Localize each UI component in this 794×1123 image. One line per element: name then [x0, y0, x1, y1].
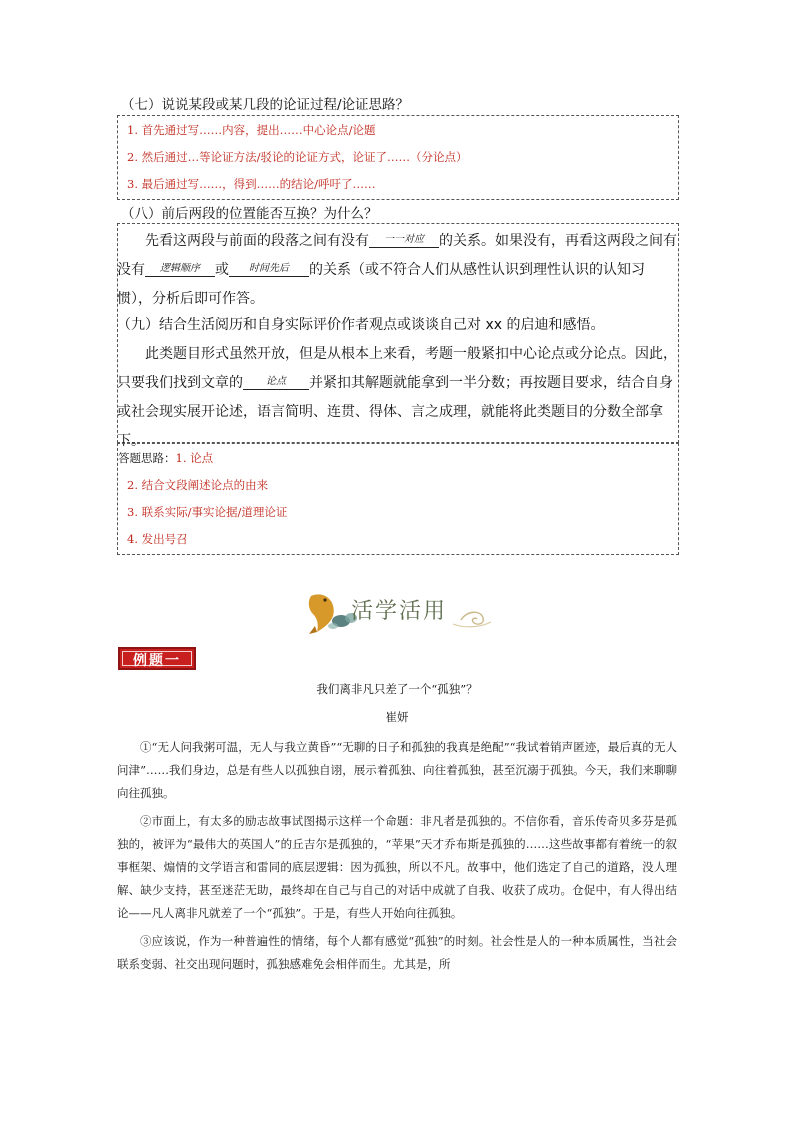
section7-line-1: 1. 首先通过写……内容，提出……中心论点/论题 — [127, 123, 376, 137]
answer-first-line — [118, 450, 213, 466]
article-paragraph-2: ②市面上，有太多的励志故事试图揭示这样一个命题：非凡者是孤独的。不信你看，音乐传奇贝多芬是孤独的，被评为“最伟大的英国人”的丘吉尔是孤独的，“苹果”天才乔布斯是孤独的……这些故事都有着统一的叙事框架、煽情的文学语言和雷同的底层逻辑：因为孤独，所以不凡。故事中，他们选定了自己的道路，没人理解、缺少支持，甚至迷茫无助，最终却在自己与自己的对话中成就了自我、收获了成功。仓促中，有人得出结论——凡人离非凡就差了一个“孤独”。于是，有些人开始向往孤独。 — [117, 814, 677, 920]
article-author: 崔妍 — [385, 710, 409, 724]
blank-time-order: 时间先后 — [229, 262, 309, 277]
answer-item-1: 1. 论点 — [175, 451, 214, 465]
answer-item-2: 2. 结合文段阐述论点的由来 — [127, 478, 269, 492]
section7-line-3: 3. 最后通过写……，得到……的结论/呼吁了…… — [127, 177, 376, 191]
section9-paragraph: 此类题目形式虽然开放，但是从根本上来看，考题一般紧扣中心论点或分论点。因此，只要我们找到文章的 论点 并紧扣其解题就能拿到一半分数；再按题目要求，结合自身或社会现实展开论述，语言简明、连贯、得体、言之成理，就能将此类题目的分数全部拿下。 — [117, 346, 677, 449]
section7-title: （七）说说某段或某几段的论证过程/论证思路？ — [121, 97, 410, 113]
answer-box — [117, 443, 679, 555]
section9-title: （九）结合生活阅历和自身实际评价作者观点或谈谈自己对 xx 的启迪和感悟。 — [117, 317, 605, 333]
section8-paragraph: 先看这两段与前面的段落之间有没有 一一对应 的关系。如果没有，再看这两段之间有没有 逻辑顺序 或 时间先后 的关系（或不符合人们从感性认识到理性认识的认知习惯），分析后即可作答。 — [117, 233, 677, 307]
article-title: 我们离非凡只差了一个“孤独”？ — [316, 682, 478, 696]
section7-box — [117, 115, 679, 200]
blank-thesis: 论点 — [243, 375, 309, 390]
article-paragraph-3: ③应该说，作为一种普遍性的情绪，每个人都有感觉“孤独”的时刻。社会性是人的一种本质属性，当社会联系变弱、社交出现问题时，孤独感难免会相伴而生。尤其是，所 — [117, 934, 677, 971]
blank-correspondence: 一一对应 — [369, 233, 439, 248]
example-tag — [118, 647, 196, 670]
section7-line-2: 2. 然后通过…等论证方法/驳论的论证方式，论证了……（分论点） — [127, 150, 468, 164]
answer-item-3: 3. 联系实际/事实论据/道理论证 — [127, 505, 288, 519]
blank-logical-order: 逻辑顺序 — [145, 262, 215, 277]
answer-label: 答题思路： — [118, 451, 176, 465]
article-paragraph-1: ①“无人问我粥可温，无人与我立黄昏”“无聊的日子和孤独的我真是绝配”“我试着销声匿迹，最后真的无人问津”……我们身边，总是有些人以孤独自诩，展示着孤独、向往着孤独，甚至沉溺于孤独。今天，我们来聊聊向往孤独。 — [117, 740, 677, 800]
section-banner — [303, 588, 493, 634]
banner-title: 活学活用 — [351, 599, 448, 624]
section8-title: （八）前后两段的位置能否互换？为什么？ — [121, 206, 378, 222]
article-body — [117, 736, 677, 981]
example-tag-label: 例题一 — [133, 653, 181, 669]
answer-item-4: 4. 发出号召 — [127, 532, 188, 546]
